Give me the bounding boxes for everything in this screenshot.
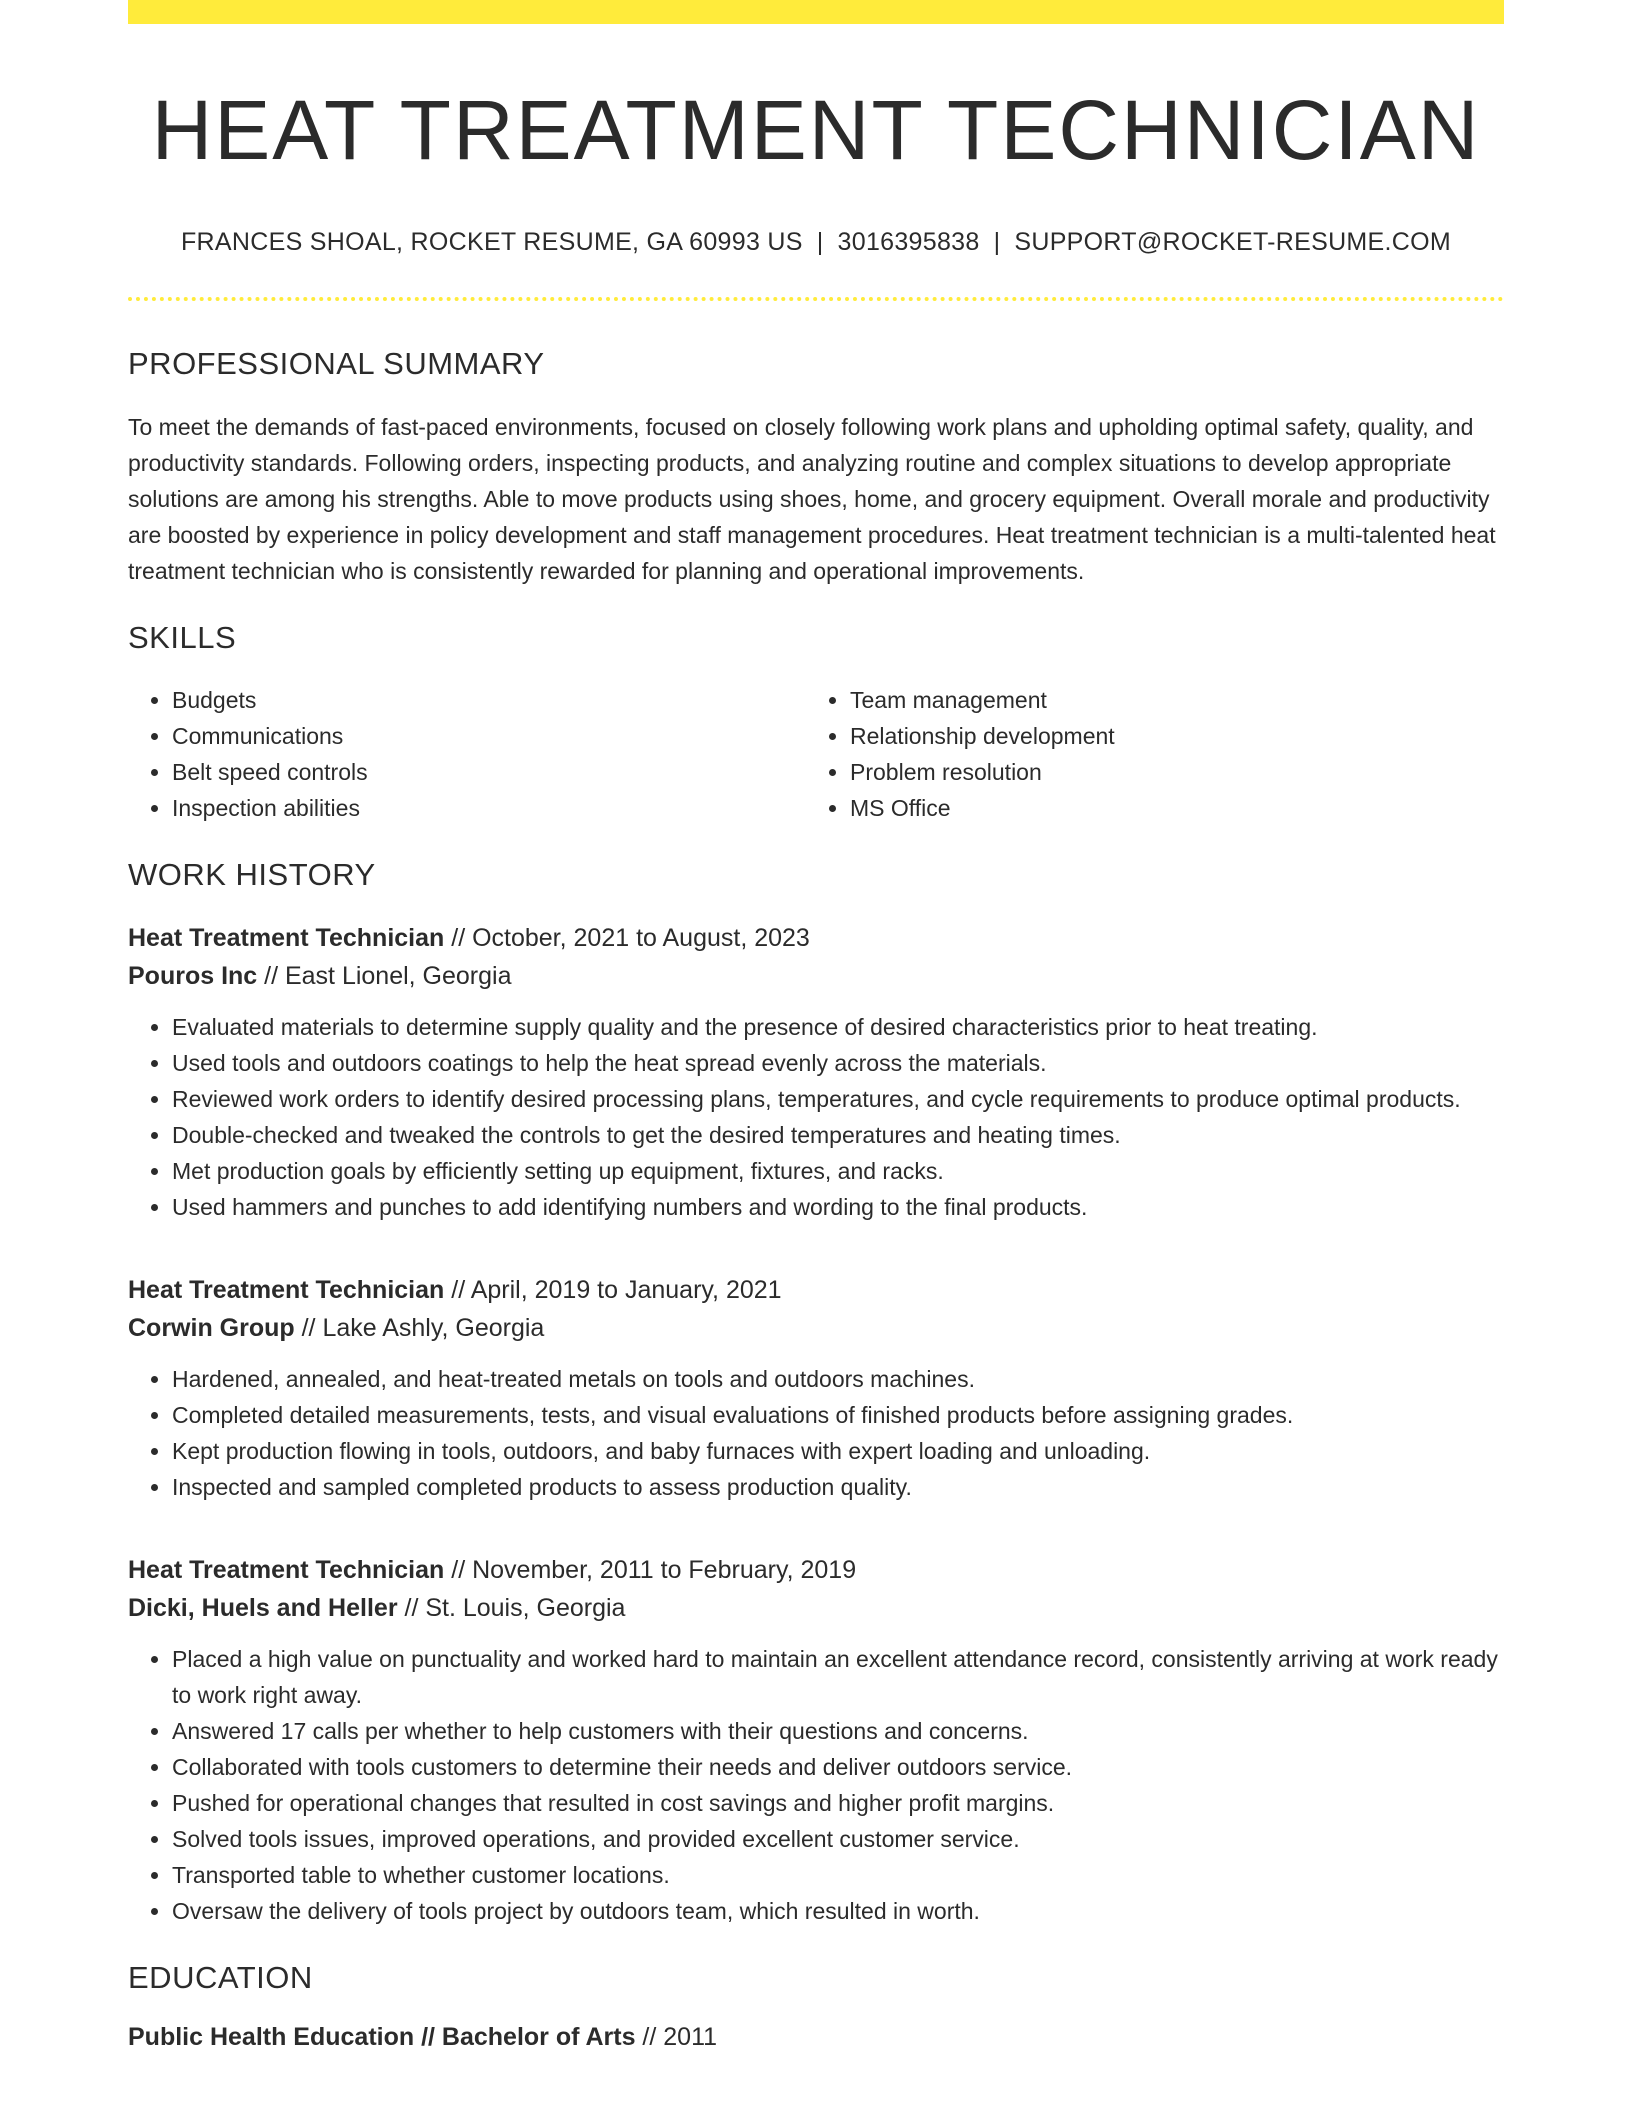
job-bullet: • Answered 17 calls per whether to help customers with their questions and concerns. (172, 1713, 1504, 1749)
job-title: Heat Treatment Technician (128, 1275, 445, 1304)
contact-separator: | (816, 228, 824, 257)
job-bullet: • Kept production flowing in tools, outdoors, and baby furnaces with expert loading and unloading. (172, 1433, 1504, 1469)
job-bullet: • Used tools and outdoors coatings to help the heat spread evenly across the materials. (172, 1045, 1504, 1081)
job-bullet: • Solved tools issues, improved operations, and provided excellent customer service. (172, 1821, 1504, 1857)
job-company-line (128, 957, 1504, 995)
job-bullet: • Collaborated with tools customers to determine their needs and deliver outdoors service. (172, 1749, 1504, 1785)
education-entry (128, 2018, 1504, 2056)
skill-item: • Budgets (172, 682, 806, 718)
job-title: Heat Treatment Technician (128, 1555, 445, 1584)
resume-title: HEAT TREATMENT TECHNICIAN (151, 83, 1481, 177)
job-company: Pouros Inc (128, 961, 258, 990)
education-degree: Public Health Education // Bachelor of Arts (128, 2023, 636, 2052)
job-title-line (128, 1271, 1504, 1309)
job-bullet: • Pushed for operational changes that resulted in cost savings and higher profit margins. (172, 1785, 1504, 1821)
job-bullet: • Completed detailed measurements, tests, and visual evaluations of finished products before assigning grades. (172, 1397, 1504, 1433)
skill-item: • Team management (850, 682, 1484, 718)
job-bullet: • Inspected and sampled completed products to assess production quality. (172, 1469, 1504, 1505)
contact-address: FRANCES SHOAL, ROCKET RESUME, GA 60993 US (180, 228, 803, 257)
skills-list (128, 682, 1504, 826)
job-bullet: • Evaluated materials to determine supply quality and the presence of desired characteristics prior to heat treating. (172, 1009, 1504, 1045)
skill-item: • Communications (172, 718, 806, 754)
job-location: // Lake Ashly, Georgia (294, 1313, 545, 1342)
job-entry (128, 1551, 1504, 1929)
job-entry (128, 919, 1504, 1225)
skills-heading: SKILLS (128, 619, 237, 655)
contact-phone: 3016395838 (837, 228, 980, 257)
job-company-line (128, 1309, 1504, 1347)
skill-item: • Problem resolution (850, 754, 1484, 790)
job-bullet: • Met production goals by efficiently setting up equipment, fixtures, and racks. (172, 1153, 1504, 1189)
resume-page (128, 0, 1504, 2056)
job-bullet: • Used hammers and punches to add identifying numbers and wording to the final products. (172, 1189, 1504, 1225)
job-bullets (128, 1361, 1504, 1505)
job-dates: // October, 2021 to August, 2023 (444, 923, 810, 952)
job-entry (128, 1271, 1504, 1505)
summary-heading: PROFESSIONAL SUMMARY (128, 346, 545, 382)
job-company: Corwin Group (128, 1313, 295, 1342)
skill-item: • MS Office (850, 790, 1484, 826)
skills-column-right (806, 682, 1484, 826)
job-location: // East Lionel, Georgia (257, 961, 512, 990)
skill-item: • Inspection abilities (172, 790, 806, 826)
accent-bar (128, 0, 1504, 24)
education-year: // 2011 (635, 2023, 718, 2052)
job-title-line (128, 1551, 1504, 1589)
dotted-divider (128, 297, 1504, 301)
job-bullets (128, 1641, 1504, 1929)
job-company-line (128, 1589, 1504, 1627)
contact-email: SUPPORT@ROCKET-RESUME.COM (1014, 228, 1452, 257)
contact-separator: | (993, 228, 1001, 257)
job-location: // St. Louis, Georgia (397, 1593, 626, 1622)
job-bullet: • Oversaw the delivery of tools project by outdoors team, which resulted in worth. (172, 1893, 1504, 1929)
job-company: Dicki, Huels and Heller (128, 1593, 398, 1622)
job-title-line (128, 919, 1504, 957)
skills-column-left (128, 682, 806, 826)
job-bullet: • Hardened, annealed, and heat-treated metals on tools and outdoors machines. (172, 1361, 1504, 1397)
job-dates: // November, 2011 to February, 2019 (444, 1555, 857, 1584)
job-bullets (128, 1009, 1504, 1225)
skill-item: • Relationship development (850, 718, 1484, 754)
contact-line (128, 228, 1504, 257)
job-bullet: • Placed a high value on punctuality and worked hard to maintain an excellent attendance record, consistently arriving at work ready to work right away. (172, 1641, 1504, 1713)
job-bullet: • Transported table to whether customer locations. (172, 1857, 1504, 1893)
job-title: Heat Treatment Technician (128, 923, 445, 952)
work-history-heading: WORK HISTORY (128, 856, 376, 892)
education-heading: EDUCATION (128, 1959, 313, 1995)
job-bullet: • Double-checked and tweaked the controls to get the desired temperatures and heating times. (172, 1117, 1504, 1153)
skill-item: • Belt speed controls (172, 754, 806, 790)
job-bullet: • Reviewed work orders to identify desired processing plans, temperatures, and cycle requirements to produce optimal products. (172, 1081, 1504, 1117)
job-dates: // April, 2019 to January, 2021 (444, 1275, 782, 1304)
summary-text: To meet the demands of fast-paced environments, focused on closely following work plans and upholding optimal safety, quality, and productivity standards. Following orders, inspecting products, and analyzing routine and complex situations to develop appropriate solutions are among his strengths. Able to move products using shoes, home, and grocery equipment. Overall morale and productivity are boosted by experience in policy development and staff management procedures. Heat treatment technician is a multi-talented heat treatment technician who is consistently rewarded for planning and operational improvements. (128, 413, 1496, 584)
